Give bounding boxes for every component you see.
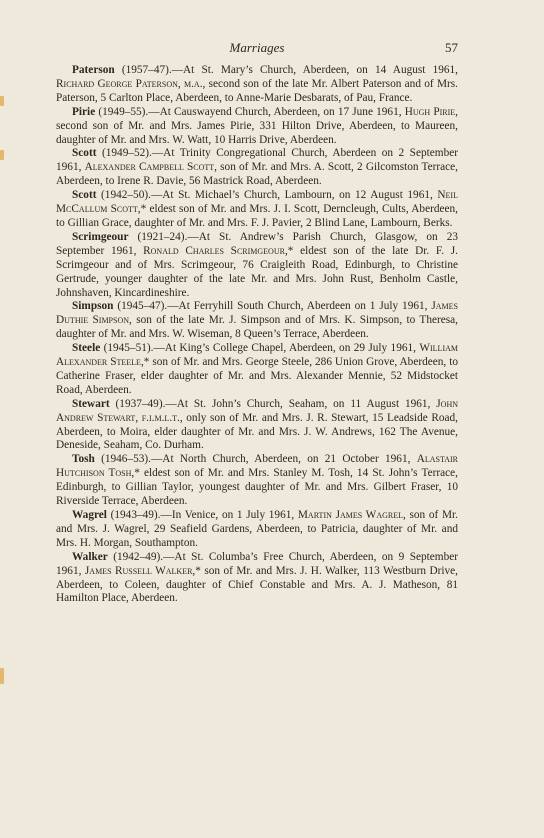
entry-text: son of Mr. and Mrs. George Steele, 286 Union Grove, Aberdeen, to Catherine Fraser, elder daughter of Mr. and Mrs. Alexander Mennie, 52 Midstocket Road, Aberdeen. bbox=[56, 356, 458, 396]
marriage-entry bbox=[56, 300, 458, 342]
entry-years: (1946–53). bbox=[94, 453, 151, 466]
entry-surname: Tosh bbox=[72, 453, 95, 466]
margin-mark bbox=[0, 96, 4, 106]
entry-full-name: Richard George Paterson, m.a., bbox=[56, 77, 206, 90]
entry-full-name: Alastair Hutchison Tosh,* bbox=[56, 453, 458, 480]
entry-years: (1942–49). bbox=[107, 550, 164, 563]
entry-text: —In Venice, on 1 July 1961, bbox=[160, 509, 298, 521]
marriage-entry bbox=[56, 398, 458, 454]
entry-text: second son of the late Mr. Albert Paterson and of Mrs. Paterson, 5 Carlton Place, Aberdeen, to Anne-Marie Desbarats, of Pau, France. bbox=[56, 77, 458, 104]
page-header bbox=[56, 40, 458, 56]
entry-years: (1949–55). bbox=[95, 105, 149, 118]
entry-text: son of the late Mr. J. Simpson and of Mrs. K. Simpson, to Theresa, daughter of Mr. and Mrs. W. Wiseman, 8 Queen’s Terrace, Aberdeen. bbox=[56, 314, 458, 341]
entry-text: —At Trinity Congregational Church, Aberdeen on 2 September 1961, bbox=[56, 147, 458, 174]
margin-mark bbox=[0, 150, 4, 160]
entry-text: second son of Mr. and Mrs. James Pirie, 331 Hilton Drive, Aberdeen, to Maureen, daughter of Mr. and Mrs. W. Watt, 10 Harris Drive, Aberdeen. bbox=[56, 119, 458, 146]
marriage-entry bbox=[56, 147, 458, 189]
entry-years: (1942–50). bbox=[96, 189, 151, 202]
entry-years: (1945–51). bbox=[100, 342, 154, 355]
marriage-entry bbox=[56, 106, 458, 148]
entry-surname: Simpson bbox=[72, 300, 114, 313]
entry-full-name: Alexander Campbell Scott, bbox=[84, 161, 217, 174]
entry-text: son of Mr. and Mrs. J. H. Walker, 113 Westburn Drive, Aberdeen, to Coleen, daughter of Chief Constable and Mrs. A. J. Matheson, 81 Hamilton Place, Aberdeen. bbox=[56, 564, 458, 605]
entry-text: son of Mr. and Mrs. J. Wagrel, 29 Seafield Gardens, Aberdeen, to Patricia, daughter of Mr. and Mrs. H. Morgan, Southampton. bbox=[56, 509, 458, 549]
entry-surname: Scrimgeour bbox=[72, 230, 129, 243]
entry-years: (1943–49). bbox=[106, 509, 161, 521]
entry-full-name: John Andrew Stewart, f.i.m.l.t., bbox=[56, 397, 458, 424]
entry-surname: Wagrel bbox=[72, 509, 107, 521]
entry-text: —At Ferryhill South Church, Aberdeen on 1 July 1961, bbox=[167, 300, 432, 313]
marriage-entry bbox=[56, 231, 458, 301]
entry-surname: Pirie bbox=[72, 105, 96, 118]
entry-years: (1957–47). bbox=[114, 64, 172, 76]
entry-surname: Scott bbox=[72, 147, 97, 160]
entry-text: —At King’s College Chapel, Aberdeen, on 29 July 1961, bbox=[153, 342, 420, 355]
marriage-entry bbox=[56, 189, 458, 231]
entry-text: eldest son of Mr. and Mrs. Stanley M. Tosh, 14 St. John’s Terrace, Edinburgh, to Gillian Taylor, youngest daughter of Mr. and Mrs. Gilbert Fraser, 10 Riverside Terrace, Aberdeen. bbox=[56, 467, 458, 508]
entry-text: son of Mr. and Mrs. A. Scott, 2 Gilcomston Terrace, Aberdeen, to Irene R. Davie, 56 Mastrick Road, Aberdeen. bbox=[56, 161, 458, 188]
marriage-entry bbox=[56, 64, 458, 106]
entry-text: only son of Mr. and Mrs. J. R. Stewart, 15 Leadside Road, Aberdeen, to Moira, elder daughter of Mr. and Mrs. J. W. Andrews, 162 The Avenue, Deneside, Seaham, Co. Durham. bbox=[56, 411, 458, 452]
entry-surname: Paterson bbox=[72, 64, 115, 76]
marriage-entry bbox=[56, 509, 458, 551]
entry-text: eldest son of Mr. and Mrs. J. I. Scott, Derncleugh, Cults, Aberdeen, to Gillian Grace, daughter of Mr. and Mrs. F. J. Pavier, 2 Blind Lane, Lambourn, Berks. bbox=[56, 203, 458, 229]
entry-text: —At St. Columba’s Free Church, Aberdeen, on 9 September 1961, bbox=[56, 550, 459, 577]
entry-full-name: William Alexander Steele,* bbox=[56, 342, 458, 369]
entry-years: (1949–52). bbox=[96, 147, 152, 160]
entry-years: (1921–24). bbox=[128, 230, 188, 243]
entry-surname: Scott bbox=[72, 189, 97, 202]
margin-mark bbox=[0, 668, 4, 684]
page-number: 57 bbox=[445, 40, 458, 55]
entry-surname: Stewart bbox=[72, 397, 110, 410]
entry-text: —At St. John’s Church, Seaham, on 11 August 1961, bbox=[165, 397, 437, 410]
entry-years: (1937–49). bbox=[109, 397, 166, 410]
entry-full-name: Hugh Pirie, bbox=[404, 105, 458, 118]
marriage-entry bbox=[56, 453, 458, 509]
entry-text: —At North Church, Aberdeen, on 21 October 1961, bbox=[151, 453, 417, 466]
entry-full-name: Ronald Charles Scrimgeour,* bbox=[143, 244, 294, 257]
entry-years: (1945–47). bbox=[113, 300, 168, 313]
marriage-entry bbox=[56, 551, 458, 607]
entry-surname: Walker bbox=[72, 550, 108, 563]
entry-full-name: James Russell Walker,* bbox=[84, 564, 201, 577]
marriage-entries bbox=[56, 64, 458, 606]
entry-text: —At St. Michael’s Church, Lambourn, on 12 August 1961, bbox=[150, 189, 438, 202]
entry-text: —At St. Mary’s Church, Aberdeen, on 14 August 1961, bbox=[171, 64, 458, 76]
marriage-entry bbox=[56, 342, 458, 398]
entry-text: eldest son of the late Dr. F. J. Scrimgeour and of Mrs. Scrimgeour, 76 Craigleith Road, Edinburgh, to Christine Gertrude, younger daughter of the late Mr. and Mrs. John Rust, Benholm Castle, Johnshaven, Kincardineshire. bbox=[56, 244, 458, 299]
running-title: Marriages bbox=[229, 40, 285, 55]
entry-text: —At St. Andrew’s Parish Church, Glasgow, on 23 September 1961, bbox=[56, 230, 458, 257]
entry-full-name: James Duthie Simpson, bbox=[56, 300, 458, 327]
entry-surname: Steele bbox=[72, 342, 101, 355]
entry-text: —At Causwayend Church, Aberdeen, on 17 June 1961, bbox=[148, 105, 405, 118]
entry-full-name: Neil McCallum Scott,* bbox=[56, 189, 458, 216]
entry-full-name: Martin James Wagrel, bbox=[297, 509, 406, 521]
